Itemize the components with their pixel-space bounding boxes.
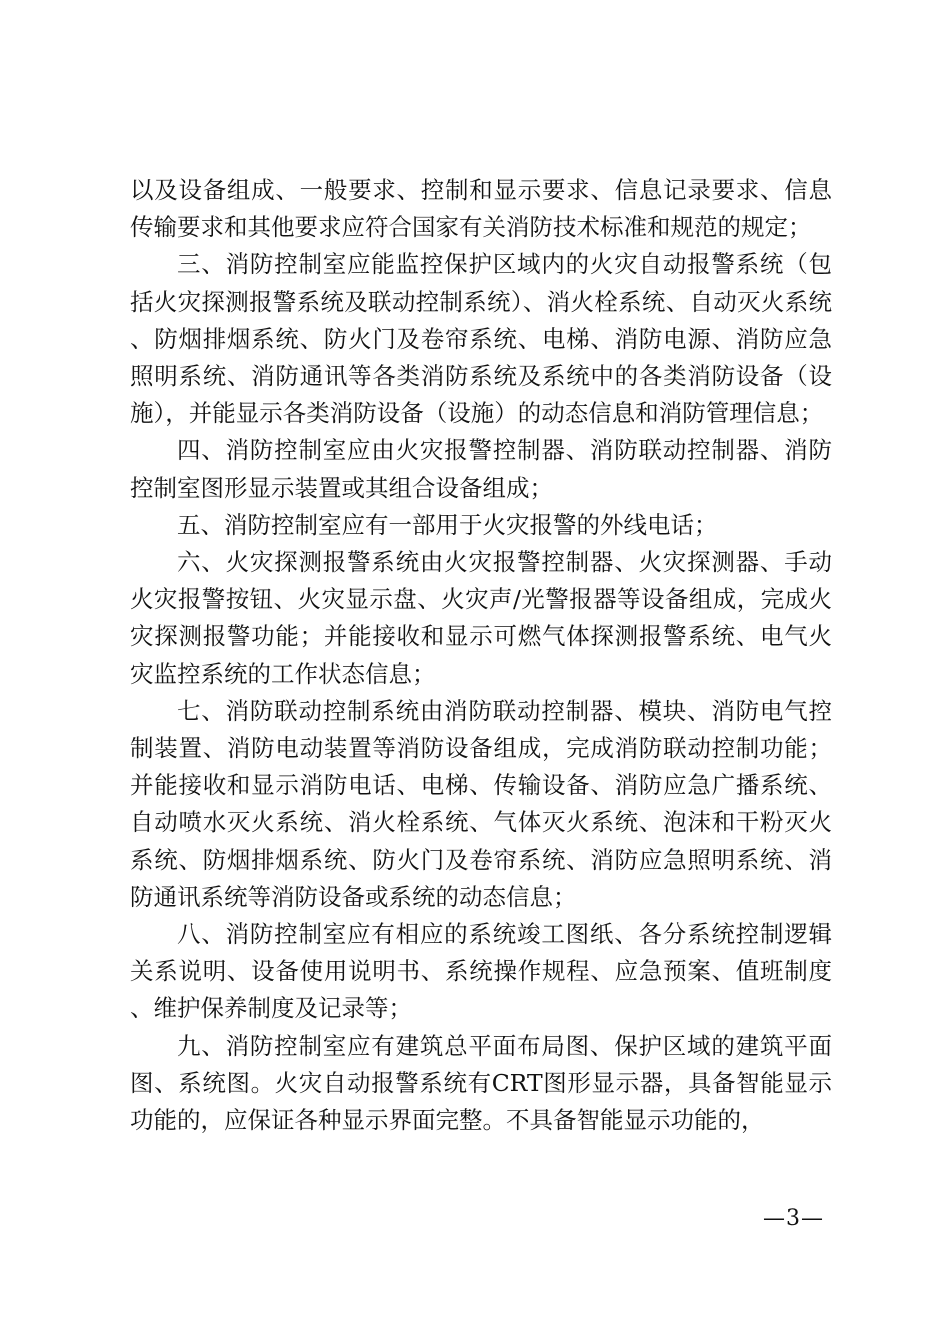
paragraph-item-9: 九、消防控制室应有建筑总平面布局图、保护区域的建筑平面图、系统图。火灾自动报警系统有CRT图形显示器，具备智能显示功能的，应保证各种显示界面完整。不具备智能显示功能的， [130,1031,832,1135]
paragraph-item-7: 七、消防联动控制系统由消防联动控制器、模块、消防电气控制装置、消防电动装置等消防设备组成，完成消防联动控制功能；并能接收和显示消防电话、电梯、传输设备、消防应急广播系统、自动喷水灭火系统、消火栓系统、气体灭火系统、泡沫和干粉灭火系统、防烟排烟系统、防火门及卷帘系统、消防应急照明系统、消防通讯系统等消防设备或系统的动态信息； [130,696,832,911]
paragraph-item-6: 六、火灾探测报警系统由火灾报警控制器、火灾探测器、手动火灾报警按钮、火灾显示盘、火灾声/光警报器等设备组成，完成火灾探测报警功能；并能接收和显示可燃气体探测报警系统、电气火灾监控系统的工作状态信息； [130,548,832,688]
page-number: —3— [763,1206,824,1231]
paragraph-item-4: 四、消防控制室应由火灾报警控制器、消防联动控制器、消防控制室图形显示装置或其组合设备组成； [130,436,832,502]
body-text [130,172,832,1139]
paragraph-item-5: 五、消防控制室应有一部用于火灾报警的外线电话； [177,510,718,539]
paragraph-item-8: 八、消防控制室应有相应的系统竣工图纸、各分系统控制逻辑关系说明、设备使用说明书、系统操作规程、应急预案、值班制度、维护保养制度及记录等； [130,920,832,1023]
paragraph-continuation: 以及设备组成、一般要求、控制和显示要求、信息记录要求、信息传输要求和其他要求应符合国家有关消防技术标准和规范的规定； [130,176,832,242]
paragraph-item-3: 三、消防控制室应能监控保护区域内的火灾自动报警系统（包括火灾探测报警系统及联动控制系统）、消火栓系统、自动灭火系统、防烟排烟系统、防火门及卷帘系统、电梯、消防电源、消防应急照明系统、消防通讯等各类消防系统及系统中的各类消防设备（设施），并能显示各类消防设备（设施）的动态信息和消防管理信息； [130,250,832,428]
